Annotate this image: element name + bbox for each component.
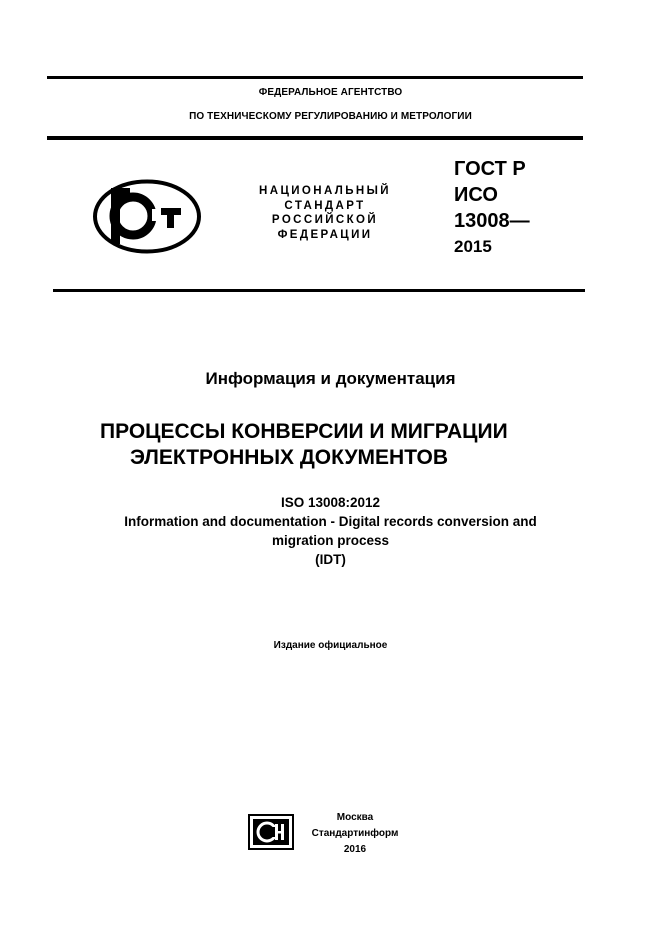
standard-designation	[454, 156, 530, 260]
national-standard-line1: НАЦИОНАЛЬНЫЙ	[259, 185, 391, 197]
subject-heading: Информация и документация	[205, 369, 456, 388]
imprint	[300, 810, 410, 858]
imprint-year: 2016	[343, 844, 367, 855]
designation-rule	[53, 289, 585, 292]
document-title-line1: ПРОЦЕССЫ КОНВЕРСИИ И МИГРАЦИИ	[100, 420, 508, 443]
iso-degree: (IDT)	[315, 552, 346, 567]
header-rule	[47, 136, 583, 140]
designation-line3: 13008—	[454, 210, 530, 232]
iso-number: ISO 13008:2012	[280, 495, 381, 510]
top-rule	[47, 76, 583, 79]
rst-mark-logo	[92, 179, 202, 254]
iso-reference	[0, 493, 661, 569]
designation-line2: ИСО	[454, 184, 498, 206]
designation-year: 2015	[454, 237, 492, 256]
standartinform-logo	[248, 814, 294, 850]
national-standard-line4: ФЕДЕРАЦИИ	[277, 228, 373, 241]
iso-title-line2: migration process	[271, 533, 390, 548]
national-standard-label	[250, 184, 400, 242]
iso-title-line1: Information and documentation - Digital records conversion and	[124, 514, 537, 529]
national-standard-line2: СТАНДАРТ	[284, 199, 366, 212]
agency-name-line1: ФЕДЕРАЛЬНОЕ АГЕНТСТВО	[258, 87, 403, 98]
edition-label: Издание официальное	[273, 640, 388, 651]
agency-name-line2: ПО ТЕХНИЧЕСКОМУ РЕГУЛИРОВАНИЮ И МЕТРОЛОГИИ	[189, 111, 472, 122]
designation-line1: ГОСТ Р	[454, 158, 526, 180]
national-standard-line3: РОССИЙСКОЙ	[271, 214, 379, 226]
imprint-city: Москва	[336, 812, 374, 823]
document-title-line2: ЭЛЕКТРОННЫХ ДОКУМЕНТОВ	[130, 446, 449, 469]
imprint-publisher: Стандартинформ	[311, 828, 399, 839]
